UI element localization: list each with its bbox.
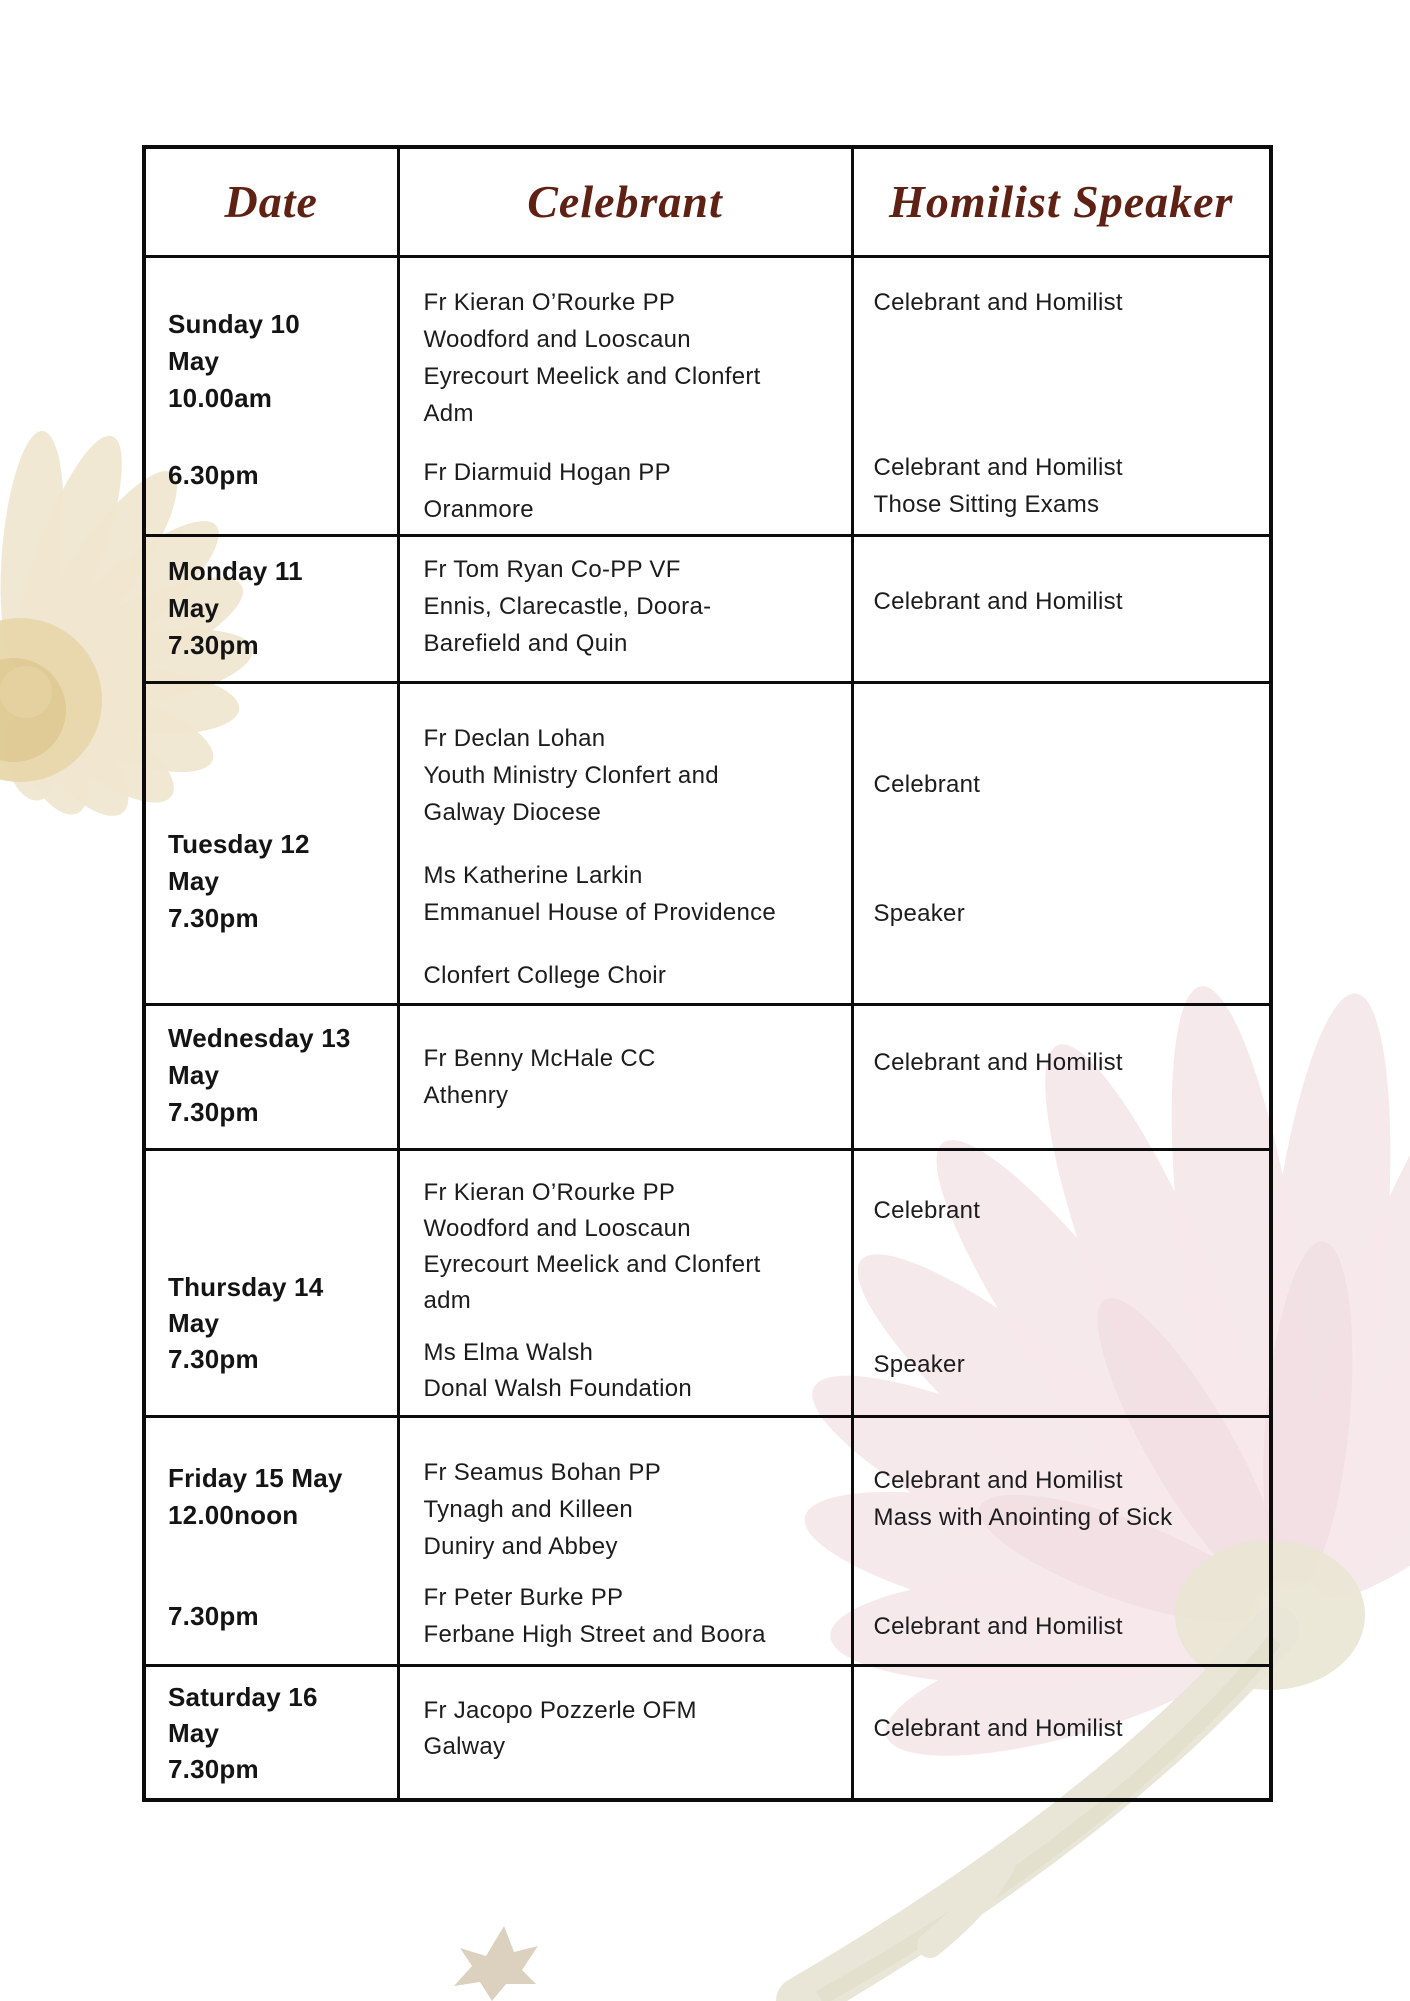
date-cell [144, 535, 398, 682]
homilist-speaker-cell [852, 1149, 1271, 1416]
role-block [874, 583, 1260, 620]
text-line: Celebrant and Homilist [873, 1714, 1123, 1742]
text-line: Ennis, Clarecastle, Doora- [423, 592, 712, 620]
text-line: Celebrant and Homilist [873, 453, 1123, 481]
role-block [874, 1347, 1260, 1383]
text-line: 7.30pm [168, 629, 259, 660]
date-cell [144, 1004, 398, 1149]
date-cell [144, 1416, 398, 1665]
date-time-block [168, 1269, 389, 1377]
text-line: Woodford and Looscaun [423, 325, 691, 353]
text-line: Eyrecourt Meelick and Clonfert [423, 1250, 761, 1278]
text-line: May [168, 1307, 220, 1338]
text-line: 6.30pm [168, 459, 259, 490]
text-line: Mass with Anointing of Sick [873, 1503, 1173, 1531]
role-block [874, 449, 1260, 523]
table-row-wednesday-13-may [144, 1004, 1271, 1149]
celebrant-block [424, 1175, 837, 1319]
date-time-block [168, 553, 389, 664]
table-row-monday-11-may [144, 535, 1271, 682]
celebrant-block [424, 1040, 837, 1114]
celebrant-cell [398, 256, 852, 535]
text-line: Athenry [423, 1081, 509, 1109]
table-row-tuesday-12-may [144, 682, 1271, 1004]
table-row-thursday-14-may [144, 1149, 1271, 1416]
date-cell [144, 682, 398, 1004]
column-header-date: Date [144, 147, 398, 256]
text-line: Galway [423, 1732, 506, 1760]
celebrant-block [424, 1335, 837, 1407]
text-line: Tuesday 12 [168, 828, 310, 859]
text-line: Celebrant and Homilist [873, 1048, 1123, 1076]
text-line: 12.00noon [168, 1499, 299, 1530]
text-line: 7.30pm [168, 902, 259, 933]
text-line: Fr Declan Lohan [423, 724, 606, 752]
column-header-homilist-speaker: Homilist Speaker [852, 147, 1271, 256]
pressed-leaf [430, 1920, 580, 2001]
text-line: Fr Kieran O’Rourke PP [423, 288, 676, 316]
text-line: Celebrant [873, 1196, 981, 1224]
text-line: Celebrant and Homilist [873, 587, 1123, 615]
table-row-friday-15-may [144, 1416, 1271, 1665]
text-line: May [168, 1717, 220, 1748]
text-line: Fr Peter Burke PP [423, 1583, 624, 1611]
text-line: Galway Diocese [423, 798, 602, 826]
text-line: Adm [423, 399, 474, 427]
text-line: Sunday 10 [168, 308, 300, 339]
text-line: Celebrant [873, 770, 981, 798]
date-time-block [168, 1679, 389, 1787]
celebrant-cell [398, 535, 852, 682]
text-line: Woodford and Looscaun [423, 1214, 691, 1242]
celebrant-block [424, 284, 837, 432]
text-line: Celebrant and Homilist [873, 1466, 1123, 1494]
celebrant-block [424, 1454, 837, 1565]
text-line: Thursday 14 [168, 1271, 324, 1302]
homilist-speaker-cell [852, 682, 1271, 1004]
text-line: May [168, 865, 220, 896]
table-row-saturday-16-may [144, 1665, 1271, 1800]
text-line: Emmanuel House of Providence [423, 898, 777, 926]
text-line: Ferbane High Street and Boora [423, 1620, 766, 1648]
date-cell [144, 256, 398, 535]
text-line: Speaker [873, 1350, 965, 1378]
role-block [874, 766, 1260, 803]
celebrant-block [424, 1693, 837, 1765]
text-line: Eyrecourt Meelick and Clonfert [423, 362, 761, 390]
text-line: Celebrant and Homilist [873, 1612, 1123, 1640]
role-block [874, 1608, 1260, 1645]
celebrant-block [424, 1579, 837, 1653]
text-line: Fr Benny McHale CC [423, 1044, 656, 1072]
celebrant-cell [398, 1665, 852, 1800]
homilist-speaker-cell [852, 1665, 1271, 1800]
role-block [874, 1462, 1260, 1536]
text-line: Monday 11 [168, 555, 303, 586]
role-block [874, 1193, 1260, 1229]
celebrant-block [424, 857, 837, 931]
role-block [874, 284, 1260, 321]
text-line: Oranmore [423, 495, 534, 523]
celebrant-cell [398, 1149, 852, 1416]
text-line: 7.30pm [168, 1096, 259, 1127]
date-cell [144, 1149, 398, 1416]
role-block [874, 1044, 1260, 1081]
text-line: Wednesday 13 [168, 1022, 351, 1053]
text-line: Youth Ministry Clonfert and [423, 761, 719, 789]
text-line: Fr Kieran O’Rourke PP [423, 1178, 676, 1206]
text-line: Barefield and Quin [423, 629, 628, 657]
text-line: May [168, 345, 220, 376]
text-line: Duniry and Abbey [423, 1532, 618, 1560]
homilist-speaker-cell [852, 535, 1271, 682]
date-time-block [168, 1020, 389, 1131]
text-line: Saturday 16 [168, 1681, 318, 1712]
text-line: Ms Elma Walsh [423, 1338, 594, 1366]
celebrant-cell [398, 682, 852, 1004]
text-line: 10.00am [168, 382, 273, 413]
celebrant-cell [398, 1416, 852, 1665]
text-line: Fr Seamus Bohan PP [423, 1458, 662, 1486]
date-time-block [168, 306, 389, 417]
date-time-block [168, 826, 389, 937]
text-line: Celebrant and Homilist [873, 288, 1123, 316]
text-line: Fr Diarmuid Hogan PP [423, 458, 671, 486]
text-line: Fr Tom Ryan Co-PP VF [423, 555, 681, 583]
date-time-block [168, 1460, 389, 1534]
date-cell [144, 1665, 398, 1800]
celebrant-block [424, 720, 837, 831]
text-line: Ms Katherine Larkin [423, 861, 643, 889]
homilist-speaker-cell [852, 1004, 1271, 1149]
text-line: 7.30pm [168, 1753, 259, 1784]
text-line: Fr Jacopo Pozzerle OFM [423, 1696, 697, 1724]
text-line: Clonfert College Choir [423, 961, 667, 989]
text-line: Speaker [873, 899, 965, 927]
text-line: May [168, 1059, 220, 1090]
text-line: Donal Walsh Foundation [423, 1374, 693, 1402]
role-block [874, 1711, 1260, 1747]
text-line: May [168, 592, 220, 623]
column-header-celebrant: Celebrant [398, 147, 852, 256]
text-line: 7.30pm [168, 1600, 259, 1631]
celebrant-block [424, 454, 837, 528]
text-line: 7.30pm [168, 1343, 259, 1374]
header-row [144, 147, 1271, 256]
celebrant-block [424, 957, 837, 994]
text-line: Friday 15 May [168, 1462, 343, 1493]
celebrant-cell [398, 1004, 852, 1149]
table-row-sunday-10-may [144, 256, 1271, 535]
text-line: Tynagh and Killeen [423, 1495, 634, 1523]
celebrant-block [424, 551, 837, 662]
homilist-speaker-cell [852, 1416, 1271, 1665]
text-line: Those Sitting Exams [873, 490, 1100, 518]
date-time-block [168, 1598, 389, 1635]
text-line: adm [423, 1286, 472, 1314]
homilist-speaker-cell [852, 256, 1271, 535]
role-block [874, 895, 1260, 932]
date-time-block [168, 457, 389, 494]
mass-schedule-table [142, 145, 1273, 1802]
